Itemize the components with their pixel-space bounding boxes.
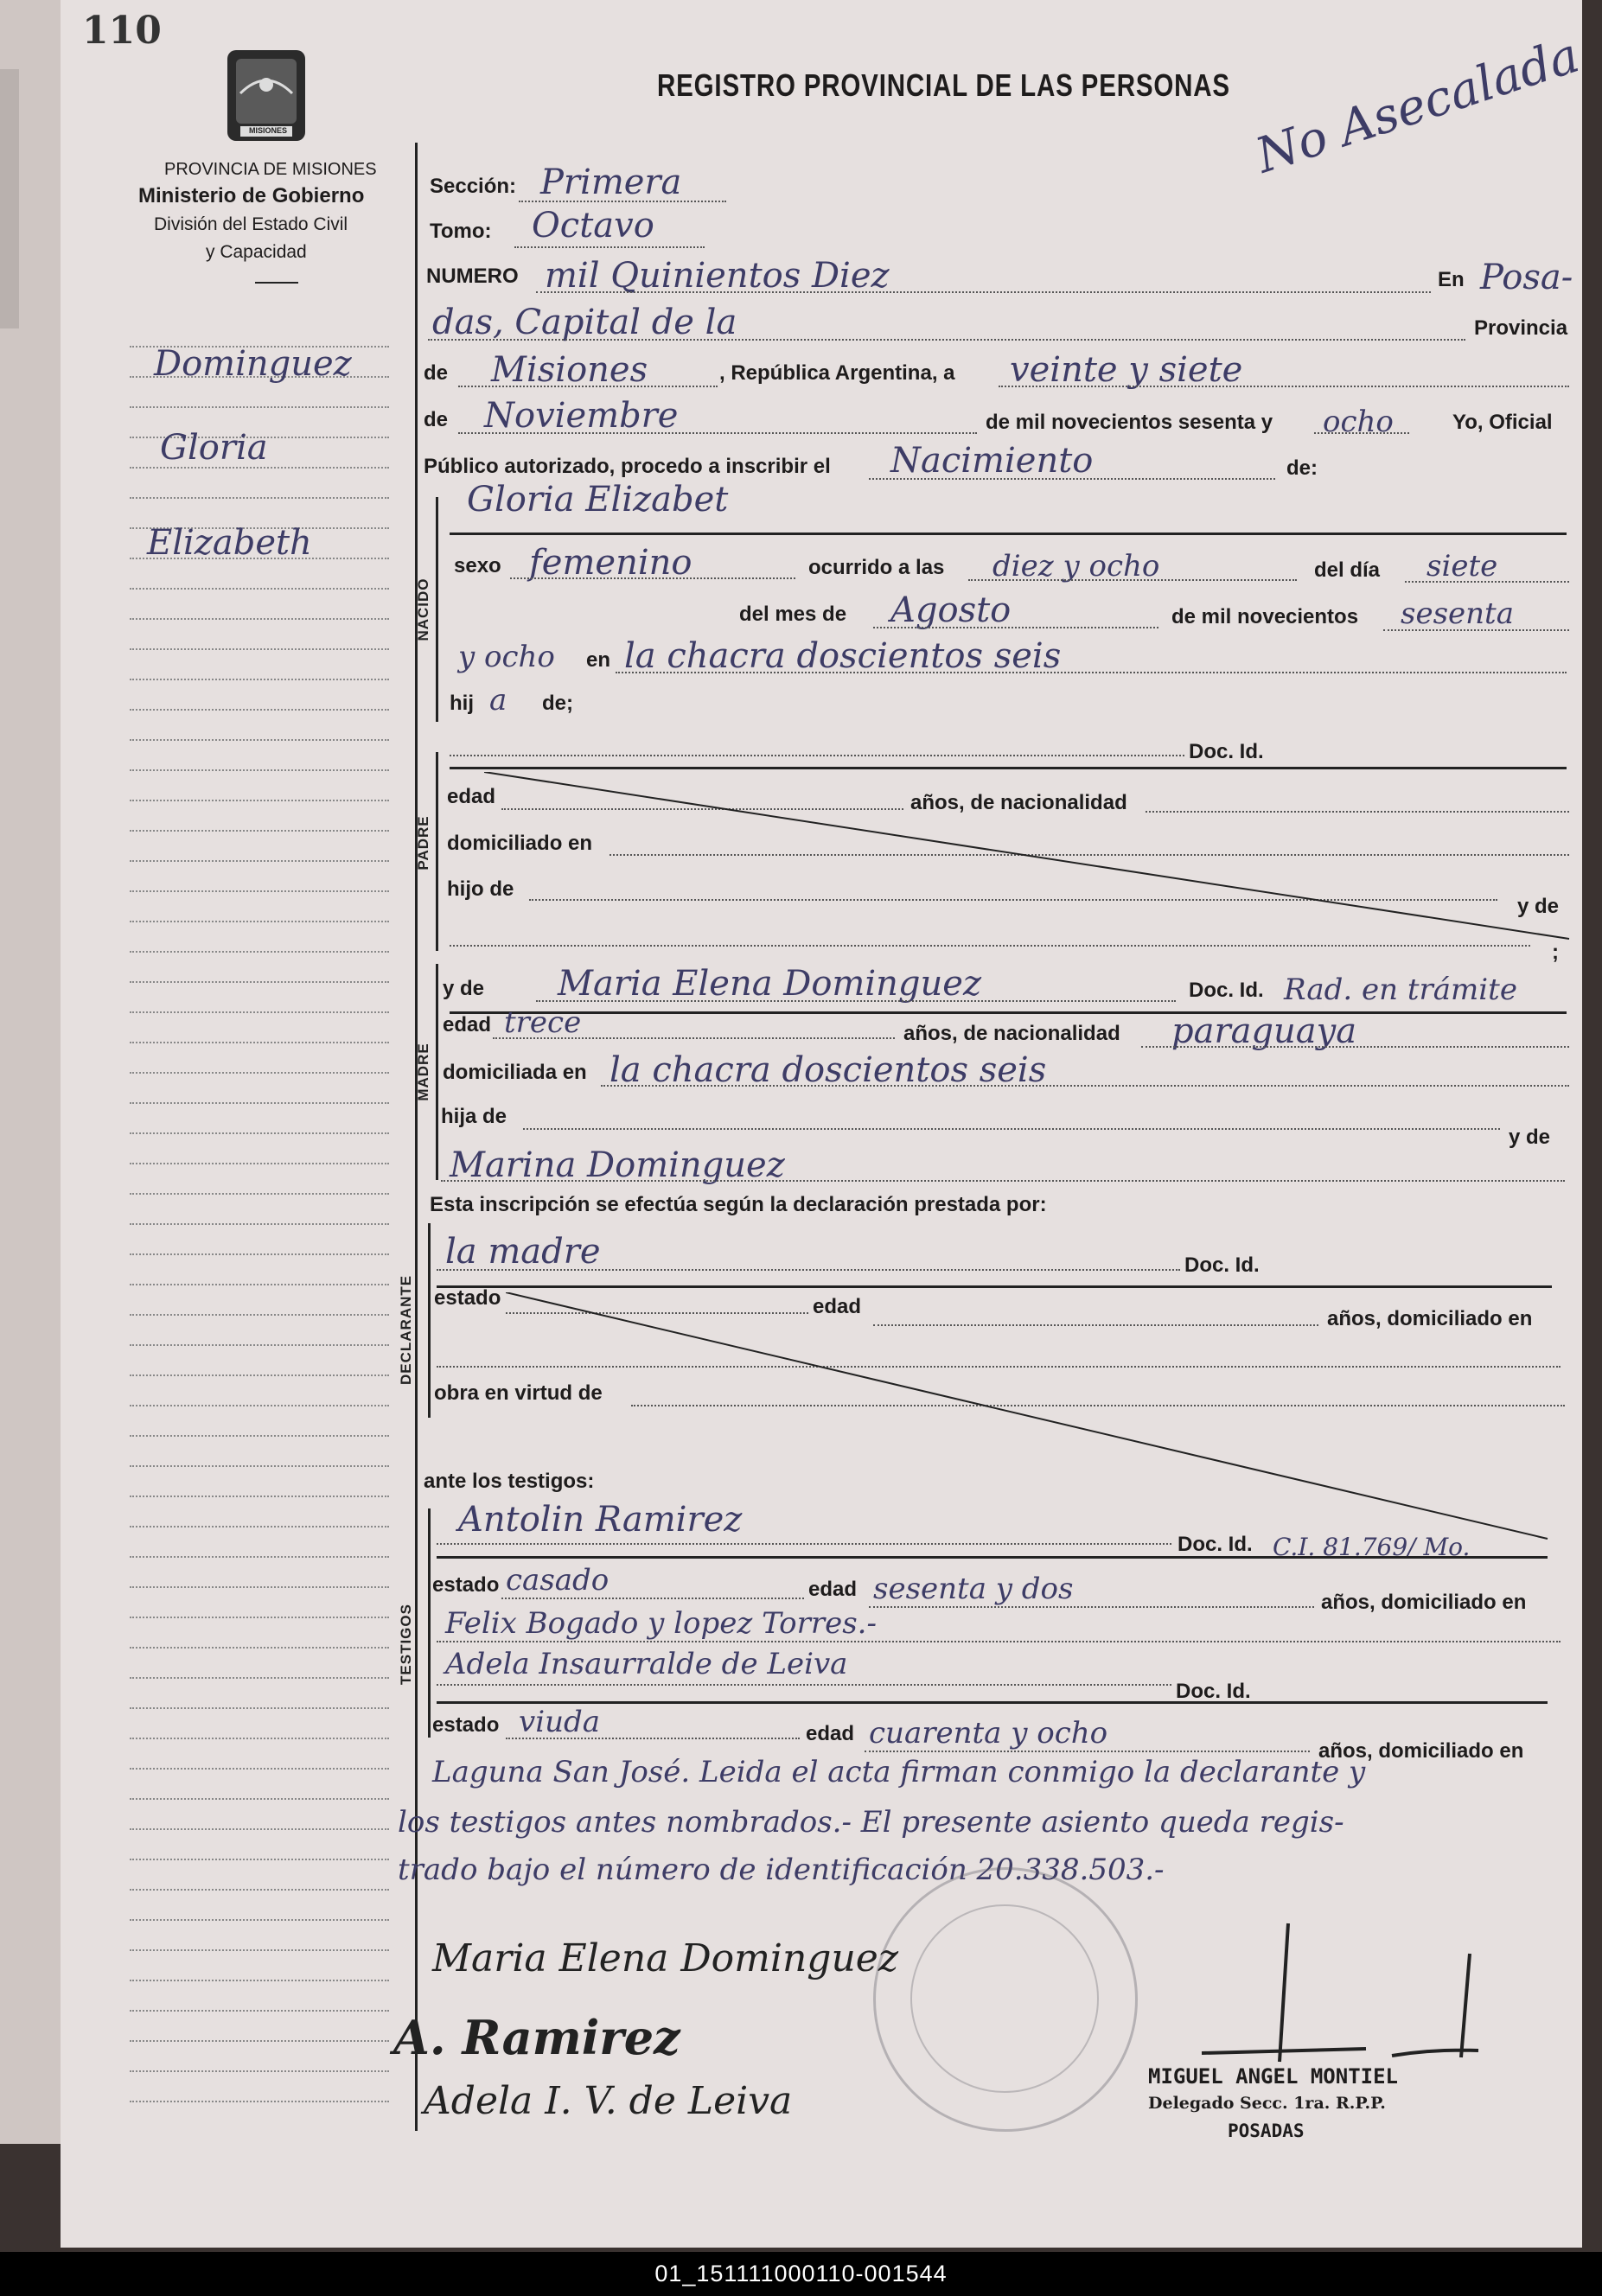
closing-line-1: Laguna San José. Leida el acta firman conmigo la declarante y (432, 1755, 1366, 1789)
madre-yde-label: y de (443, 977, 485, 1000)
hij-de-label: de; (542, 692, 573, 715)
padre-hijode-label: hijo de (447, 877, 514, 901)
testigo2-edad-label: edad (806, 1722, 855, 1745)
padre-docid-label: Doc. Id. (1189, 740, 1264, 763)
acto-line (869, 478, 1275, 480)
madre-docid-label: Doc. Id. (1189, 979, 1264, 1002)
seccion-value: Primera (540, 163, 682, 202)
madre-rule (436, 964, 438, 1180)
mes-line (458, 432, 977, 434)
madre-domicilio-label: domiciliada en (443, 1061, 587, 1084)
ocurrido-label: ocurrido a las (808, 556, 945, 579)
testigo2-nombre: Adela Insaurralde de Leiva (445, 1647, 848, 1681)
republica-label: , República Argentina, a (719, 361, 955, 385)
mes-nac-line (873, 627, 1158, 628)
sexo-line (510, 577, 795, 579)
padre-divider (450, 767, 1567, 769)
madre-edad-line (493, 1037, 895, 1039)
testigo1-doc: C.I. 81.769/ Mo. (1273, 1533, 1471, 1561)
madre-label: MADRE (415, 1043, 431, 1101)
margin-note-name1: Gloria (160, 428, 268, 468)
declarante-divider (437, 1285, 1552, 1288)
nacido-label: NACIDO (415, 577, 431, 641)
testigo1-domicilio: Felix Bogado y lopez Torres.- (445, 1606, 877, 1641)
anio-nac-value: sesenta (1401, 596, 1514, 631)
padre-domicilio-label: domiciliado en (447, 832, 593, 855)
provincia-label: Provincia (1474, 316, 1568, 340)
numero-line (536, 291, 1431, 293)
madre-docid-value: Rad. en trámite (1284, 973, 1517, 1007)
lugar-nac-line (616, 672, 1567, 673)
mil-label: de mil novecientos sesenta y (986, 411, 1273, 434)
madre-nacionalidad-line (1141, 1046, 1569, 1048)
numero-value: mil Quinientos Diez (545, 256, 890, 296)
dia-value: veinte y siete (1010, 350, 1243, 390)
anio2-nac-value: y ocho (458, 640, 555, 674)
testigo1-estado: casado (506, 1563, 610, 1598)
provincia-line (458, 386, 718, 387)
declarante-obra-label: obra en virtud de (434, 1381, 603, 1405)
mes-nac-value: Agosto (890, 590, 1012, 630)
lugar-nac-value: la chacra doscientos seis (624, 636, 1062, 676)
testigo2-estado-label: estado (432, 1713, 500, 1737)
mes-value: Noviembre (484, 396, 679, 436)
hora-value: diez y ocho (992, 549, 1160, 584)
testigo1-docid-label: Doc. Id. (1178, 1533, 1253, 1556)
declarante-domicilio-label: años, domiciliado en (1327, 1307, 1533, 1330)
hij-value: a (489, 683, 507, 718)
hora-line (968, 579, 1297, 581)
testigo1-nombre-line (437, 1543, 1171, 1545)
page-title: REGISTRO PROVINCIAL DE LAS PERSONAS (657, 67, 1230, 103)
tomo-value: Octavo (532, 206, 654, 246)
padre-strike (484, 772, 1573, 945)
header-province: PROVINCIA DE MISIONES (164, 160, 377, 179)
signature-testigo1: A. Ramirez (393, 2010, 680, 2065)
testigo1-divider (437, 1556, 1548, 1559)
province-seal (223, 41, 310, 145)
dia-nac-value: siete (1426, 549, 1498, 584)
declarante-rule (428, 1223, 431, 1418)
margin-note-name2: Elizabeth (147, 523, 312, 563)
header-ministry: Ministerio de Gobierno (138, 184, 365, 207)
madre-divider (450, 1011, 1567, 1014)
madre-edad-label: edad (443, 1013, 492, 1036)
testigo1-estado-label: estado (432, 1573, 500, 1597)
nacido-rule (436, 497, 438, 722)
declarante-nombre: la madre (445, 1232, 601, 1272)
testigos-rule (428, 1508, 431, 1738)
testigo2-domicilio-label: años, domiciliado en (1318, 1739, 1524, 1763)
testigo2-estado-line (506, 1738, 800, 1739)
tomo-line (514, 246, 705, 248)
testigo2-edad: cuarenta y ocho (869, 1716, 1108, 1751)
testigo2-estado: viuda (519, 1705, 601, 1739)
anio-line (1314, 432, 1409, 434)
padre-label: PADRE (415, 815, 431, 871)
madre-hijade-label: hija de (441, 1105, 507, 1128)
margin-note-surname: Dominguez (154, 344, 352, 384)
de2-label: de (424, 408, 449, 431)
declarante-intro: Esta inscripción se efectúa según la declaración prestada por: (430, 1193, 1047, 1216)
numero-label: NUMERO (426, 265, 519, 288)
nacido-nombre-line (450, 533, 1567, 535)
signature-oficial (1150, 1919, 1513, 2075)
provincia-value: Misiones (491, 350, 648, 390)
header-capacidad: y Capacidad (206, 242, 307, 262)
testigo1-edad-label: edad (808, 1578, 858, 1601)
lugar-line (428, 339, 1465, 341)
testigo1-domicilio-label: años, domiciliado en (1321, 1591, 1527, 1614)
en-nac-label: en (586, 648, 611, 672)
testigo1-edad-line (869, 1606, 1314, 1608)
anio-value: ocho (1323, 405, 1394, 439)
official-name: MIGUEL ANGEL MONTIEL (1148, 2064, 1398, 2089)
declarante-nombre-line (437, 1269, 1180, 1271)
testigo1-domicilio-line (437, 1641, 1561, 1642)
annotation-top: No Asecalada (1248, 27, 1586, 185)
declarante-docid-label: Doc. Id. (1184, 1253, 1260, 1277)
padre-nacionalidad-label: años, de nacionalidad (910, 791, 1127, 814)
acto-value: Nacimiento (890, 441, 1094, 481)
testigo1-edad: sesenta y dos (873, 1572, 1074, 1606)
testigo1-estado-line (501, 1598, 804, 1599)
header-divider (255, 282, 298, 284)
madre-nombre: Maria Elena Dominguez (558, 964, 982, 1004)
seccion-line (519, 201, 726, 202)
padre-madre-line (450, 945, 1530, 947)
tomo-label: Tomo: (430, 220, 492, 243)
de3-label: de: (1286, 456, 1318, 480)
testigo2-nombre-line (437, 1684, 1171, 1686)
official-city: POSADAS (1228, 2121, 1305, 2141)
testigo2-edad-line (865, 1751, 1310, 1752)
sexo-label: sexo (454, 554, 501, 577)
padre-rule (436, 752, 438, 951)
padre-nombre-line (450, 755, 1184, 756)
padre-yde-label: y de (1517, 895, 1560, 918)
closing-line-2: los testigos antes nombrados.- El presente asiento queda regis- (398, 1805, 1344, 1840)
footer-id: 01_151111000110-001544 (0, 2252, 1602, 2296)
mil-nac-label: de mil novecientos (1171, 605, 1359, 628)
deldia-label: del día (1314, 558, 1381, 582)
testigos-intro: ante los testigos: (424, 1470, 595, 1493)
dia-nac-line (1405, 581, 1569, 583)
signature-madre: Maria Elena Dominguez (432, 1936, 899, 1980)
madre-edad-value: trece (504, 1005, 582, 1040)
madre-nacionalidad-label: años, de nacionalidad (903, 1022, 1120, 1045)
testigo2-divider (437, 1701, 1548, 1704)
madre-abuela-line (441, 1180, 1565, 1182)
closing-line-3: trado bajo el número de identificación 20.338.503.- (398, 1853, 1165, 1887)
nacido-nombre: Gloria Elizabet (467, 480, 729, 520)
oficial-label: Yo, Oficial (1452, 411, 1553, 434)
de-label: de (424, 361, 449, 385)
madre-nacionalidad-value: paraguaya (1171, 1011, 1357, 1051)
lugar-value: das, Capital de la (432, 303, 737, 342)
testigos-label: TESTIGOS (398, 1604, 414, 1685)
madre-nombre-line (536, 1000, 1176, 1002)
signature-testigo2: Adela I. V. de Leiva (424, 2079, 793, 2123)
padre-semicolon: ; (1552, 941, 1559, 964)
dia-line (999, 386, 1569, 387)
testigo1-nombre: Antolin Ramirez (458, 1500, 743, 1540)
publico-label: Público autorizado, procedo a inscribir el (424, 455, 831, 478)
declarante-edad-label: edad (813, 1295, 862, 1318)
testigo2-docid-label: Doc. Id. (1176, 1680, 1251, 1703)
sexo-value: femenino (529, 543, 692, 583)
mes-nac-label: del mes de (739, 603, 847, 626)
padre-edad-label: edad (447, 785, 496, 808)
binder-edge (0, 69, 19, 328)
madre-domicilio-line (601, 1085, 1569, 1087)
official-stamp (873, 1867, 1138, 2132)
madre-hijade-line (523, 1128, 1500, 1130)
registry-page (61, 0, 1582, 2248)
anio-nac-line (1383, 629, 1569, 631)
en-value: Posa- (1480, 258, 1573, 297)
official-role: Delegado Secc. 1ra. R.P.P. (1148, 2094, 1386, 2113)
page-number: 110 (82, 9, 162, 53)
seal-label: MISIONES (249, 126, 288, 135)
declarante-label: DECLARANTE (398, 1274, 414, 1385)
header-division: División del Estado Civil (154, 214, 348, 234)
en-label: En (1438, 268, 1465, 291)
declarante-estado-label: estado (434, 1286, 501, 1310)
madre-domicilio-value: la chacra doscientos seis (610, 1050, 1047, 1090)
madre-abuela: Marina Dominguez (450, 1145, 785, 1185)
seccion-label: Sección: (430, 175, 517, 198)
hij-label: hij (450, 692, 474, 715)
madre-yde2-label: y de (1509, 1126, 1551, 1149)
